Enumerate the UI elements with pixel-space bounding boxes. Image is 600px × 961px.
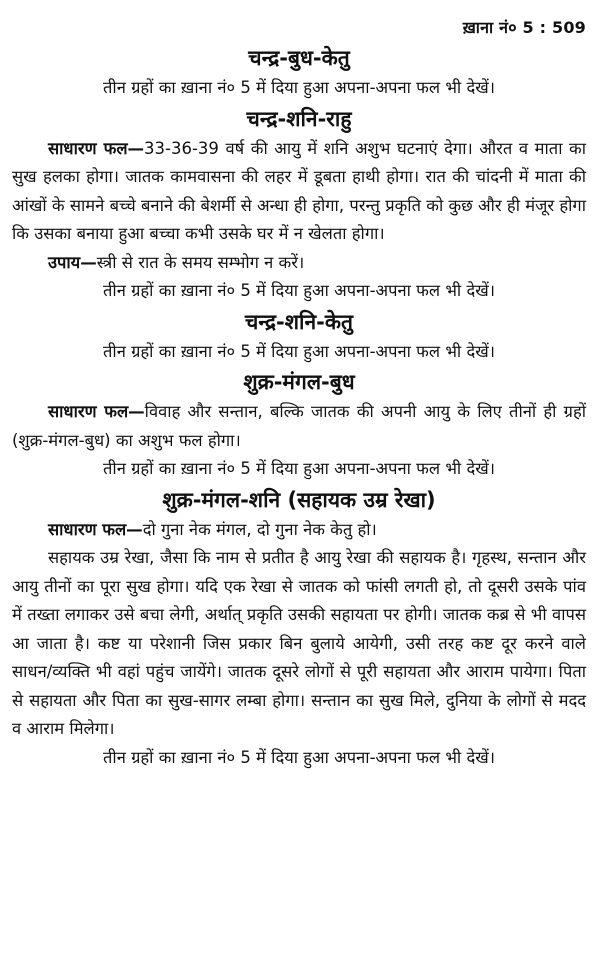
see-also-note: तीन ग्रहों का ख़ाना नं० 5 में दिया हुआ अपना-अपना फल भी देखें।: [103, 341, 495, 361]
general-result-text: 33-36-39 वर्ष की आयु में शनि अशुभ घटनाएं देगा। औरत व माता का सुख हलका होगा। जातक कामवासना की लहर में डूबता हाथी होगा। रात की चांदनी में माता की आंखों के सामने बच्चे बनाने की बेशर्मी से अन्धा ही होगा, परन्तु प्रकृति को कुछ और ही मंजूर होगा कि उसका बनाया हुआ बच्चा कभी उसके घर में न खेलता होगा।: [12, 138, 586, 243]
general-result-paragraph: [12, 516, 586, 545]
section-heading: शुक्र-मंगल-बुध: [243, 370, 355, 394]
see-also-note: तीन ग्रहों का ख़ाना नं० 5 में दिया हुआ अपना-अपना फल भी देखें।: [103, 459, 495, 478]
section-heading: चन्द्र-शनि-केतु: [245, 309, 353, 334]
general-result-label: साधारण फल—: [48, 519, 143, 539]
general-result-paragraph: [12, 398, 586, 455]
general-result-label: साधारण फल—: [48, 402, 145, 421]
running-head: ख़ाना नं० 5 : 509: [462, 18, 586, 37]
section-heading: चन्द्र-बुध-केतु: [248, 46, 350, 70]
page-content: [12, 42, 586, 772]
see-also-note: तीन ग्रहों का ख़ाना नं० 5 में दिया हुआ अपना-अपना फल भी देखें।: [103, 281, 495, 300]
see-also-note: तीन ग्रहों का ख़ाना नं० 5 में दिया हुआ अपना-अपना फल भी देखें।: [103, 78, 495, 97]
general-result-label: साधारण फल—: [48, 138, 145, 158]
section-heading: चन्द्र-शनि-राहु: [246, 106, 352, 131]
body-paragraph: सहायक उम्र रेखा, जैसा कि नाम से प्रतीत है आयु रेखा की सहायक है। गृहस्थ, सन्तान और आयु तीनों का पूरा सुख होगा। यदि एक रेखा से जातक को फांसी लगती हो, तो दूसरी उसके पांव में तख्ता लगाकर उसे बचा लेगी, अर्थात् प्रकृति उसकी सहायता पर होगी। जातक कब्र से भी वापस आ जाता है। कष्ट या परेशानी जिस प्रकार बिन बुलाये आयेगी, उसी तरह कष्ट दूर करने वाले साधन/व्यक्ति भी वहां पहुंच जायेंगे। जातक दूसरे लोगों से पूरी सहायता और आराम पायेगा। पिता से सहायता और पिता का सुख-सागर लम्बा होगा। सन्तान का सुख मिले, दुनिया के लोगों से मदद व आराम मिलेगा।: [12, 548, 586, 738]
general-result-paragraph: [12, 135, 586, 249]
general-result-text: दो गुना नेक मंगल, दो गुना नेक केतु हो।: [142, 519, 377, 539]
section-heading: शुक्र-मंगल-शनि (सहायक उम्र रेखा): [162, 487, 436, 512]
general-result-text: विवाह और सन्तान, बल्कि जातक की अपनी आयु के लिए तीनों ही ग्रहों (शुक्र-मंगल-बुध) का अशुभ फल होगा।: [12, 402, 586, 450]
remedy-paragraph: [12, 249, 586, 278]
remedy-label: उपाय—: [48, 252, 97, 272]
see-also-note: तीन ग्रहों का ख़ाना नं० 5 में दिया हुआ अपना-अपना फल भी देखें।: [103, 747, 495, 767]
remedy-text: स्त्री से रात के समय सम्भोग न करें।: [96, 252, 305, 272]
